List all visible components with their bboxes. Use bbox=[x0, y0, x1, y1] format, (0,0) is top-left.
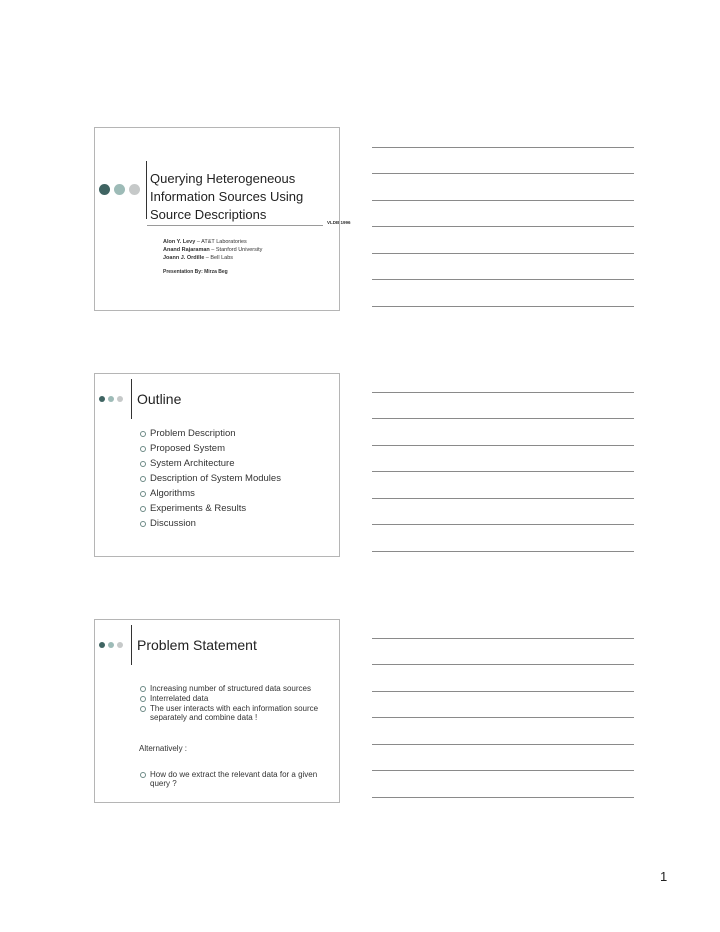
note-line bbox=[372, 200, 634, 201]
note-line bbox=[372, 306, 634, 307]
slide-2 bbox=[94, 373, 340, 557]
list-item: System Architecture bbox=[139, 456, 335, 471]
list-item: Algorithms bbox=[139, 486, 335, 501]
dot-mid-icon bbox=[108, 642, 114, 648]
slide-title: Problem Statement bbox=[137, 637, 257, 653]
note-line bbox=[372, 770, 634, 771]
slide-1 bbox=[94, 127, 351, 311]
dot-light-icon bbox=[117, 396, 123, 402]
list-item: Experiments & Results bbox=[139, 501, 335, 516]
note-line bbox=[372, 691, 634, 692]
list-item: Interrelated data bbox=[139, 694, 337, 703]
bullet-list bbox=[139, 684, 337, 723]
list-item: Problem Description bbox=[139, 426, 335, 441]
author-list bbox=[163, 238, 262, 262]
dot-dark-icon bbox=[99, 396, 105, 402]
note-line bbox=[372, 524, 634, 525]
note-line bbox=[372, 279, 634, 280]
dot-dark-icon bbox=[99, 642, 105, 648]
note-line bbox=[372, 717, 634, 718]
note-line bbox=[372, 392, 634, 393]
alternatively-label: Alternatively : bbox=[139, 744, 188, 753]
title-rule bbox=[147, 225, 323, 226]
author-item bbox=[163, 238, 262, 246]
author-affiliation: – AT&T Laboratories bbox=[195, 239, 247, 245]
title-divider bbox=[131, 379, 132, 419]
author-item bbox=[163, 246, 262, 254]
note-line bbox=[372, 253, 634, 254]
list-item: Discussion bbox=[139, 516, 335, 531]
note-line bbox=[372, 226, 634, 227]
author-name: Anand Rajaraman bbox=[163, 247, 210, 253]
list-item: Description of System Modules bbox=[139, 471, 335, 486]
author-affiliation: – Stanford University bbox=[209, 247, 263, 253]
conference-label: VLDB 1996 bbox=[327, 220, 351, 225]
note-line bbox=[372, 551, 634, 552]
note-line bbox=[372, 638, 634, 639]
note-line bbox=[372, 498, 634, 499]
author-affiliation: – Bell Labs bbox=[204, 255, 234, 261]
dot-mid-icon bbox=[108, 396, 114, 402]
title-divider bbox=[146, 161, 147, 219]
list-item: How do we extract the relevant data for a given query ? bbox=[139, 770, 337, 788]
slide-title: Outline bbox=[137, 391, 182, 407]
list-item: The user interacts with each information source separately and combine data ! bbox=[139, 704, 337, 722]
presenter-label: Presentation By: Mirza Beg bbox=[163, 269, 228, 275]
list-item: Increasing number of structured data sources bbox=[139, 684, 337, 693]
note-line bbox=[372, 744, 634, 745]
author-name: Joann J. Ordille bbox=[163, 255, 205, 261]
note-line bbox=[372, 471, 634, 472]
dot-mid-icon bbox=[114, 184, 125, 195]
note-line bbox=[372, 418, 634, 419]
dot-light-icon bbox=[129, 184, 140, 195]
note-line bbox=[372, 797, 634, 798]
author-name: Alon Y. Levy bbox=[163, 239, 196, 245]
slide-title: Querying Heterogeneous Information Sources Using Source Descriptions bbox=[150, 171, 304, 222]
note-line bbox=[372, 445, 634, 446]
list-item: Proposed System bbox=[139, 441, 335, 456]
title-divider bbox=[131, 625, 132, 665]
note-line bbox=[372, 664, 634, 665]
bullet-list bbox=[139, 426, 335, 531]
alt-bullet-list bbox=[139, 770, 337, 789]
author-item bbox=[163, 254, 262, 262]
slide-3 bbox=[94, 619, 340, 803]
page-number: 1 bbox=[660, 869, 668, 884]
note-line bbox=[372, 173, 634, 174]
dot-light-icon bbox=[117, 642, 123, 648]
dot-dark-icon bbox=[99, 184, 110, 195]
note-line bbox=[372, 147, 634, 148]
